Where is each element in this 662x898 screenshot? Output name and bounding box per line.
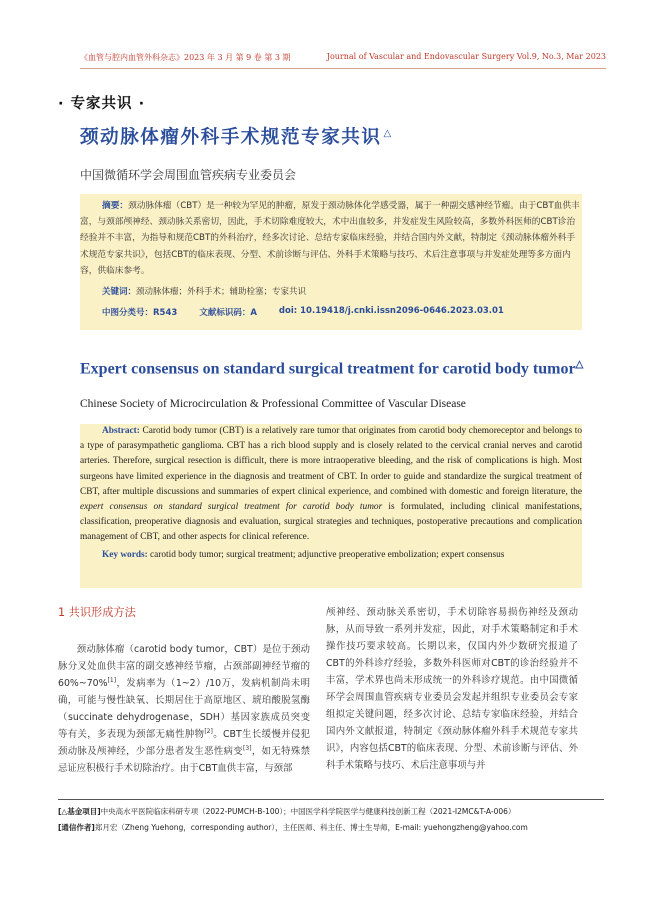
chinese-abstract-text: 颈动脉体瘤（CBT）是一种较为罕见的肿瘤，原发于颈动脉体化学感受器，属于一种副交感神经节瘤。由于CBT血供丰富，与颈部颅神经、颈动脉关系密切，因此，手术切除难度较大，术中出血较多，并发症发生风险较高，多数外科医师的CBT诊治经验并不丰富，为指导和规范CBT的外科治疗，经多次讨论、总结专家临床经验，并结合国内外文献，特制定《颈动脉体瘤外科手术规范专家共识》，包括CBT的临床表现、分型、术前诊断与评估、外科手术策略与技巧、术后注意事项与并发症处理等多方面内容，供临床参考。 [80,201,580,276]
footnote-divider [58,799,604,800]
doi: doi: 10.19418/j.cnki.issn2096-0646.2023.03.01 [278,306,504,317]
chinese-title-mark: △ [383,127,393,139]
chinese-abstract-box [80,194,582,330]
running-head-left: 《血管与腔内血管外科杂志》2023 年 3 月 第 9 卷 第 3 期 [80,53,291,62]
chinese-organization: 中国微循环学会周围血管疾病专业委员会 [80,168,297,182]
body-column-left [58,604,310,777]
fund-footnote: [△基金项目]中央高水平医院临床科研专项（2022-PUMCH-B-100）；中国医学科学院医学与健康科技创新工程（2021-I2MC&T-A-006） [58,807,516,816]
author-footnote: [通信作者]郑月宏（Zheng Yuehong，corresponding author），主任医师、科主任、博士生导师，E-mail: yuehongzheng@yahoo.com [58,823,528,832]
english-title-mark: △ [575,359,584,370]
chinese-title-text: 颈动脉体瘤外科手术规范专家共识 [80,127,382,148]
english-organization: Chinese Society of Microcirculation & Professional Committee of Vascular Disease [80,398,466,410]
body-column-right [326,604,578,774]
running-head-right: Journal of Vascular and Endovascular Surgery Vol.9, No.3, Mar 2023 [326,52,606,61]
body-paragraph-right: 颅神经、颈动脉关系密切，手术切除容易损伤神经及颈动脉，从而导致一系列并发症，因此，对手术策略制定和手术操作技巧要求较高。长期以来，仅国内外少数研究报道了CBT的外科诊疗经验，多数外科医师对CBT的诊治经验并不丰富，学术界也尚未形成统一的外科诊疗规范。由中国微循环学会周围血管疾病专业委员会发起并组织专业委员会专家组拟定关键问题，经多次讨论、总结专家临床经验，并结合国内外文献报道，特制定《颈动脉体瘤外科手术规范专家共识》，内容包括CBT的临床表现、分型、术前诊断与评估、外科手术策略与技巧、术后注意事项与并 [326,607,578,771]
english-keywords-label: Key words: [102,549,148,560]
chinese-keywords-label: 关键词： [102,287,137,298]
body-paragraph-left: 颈动脉体瘤（carotid body tumor，CBT）是位于颈动脉分叉处血供丰富的副交感神经节瘤，占颈部副神经节瘤的60%~70%[1]，发病率为（1~2）/10万，发病机制尚未明确，可能与慢性缺氧、长期居住于高原地区、琥珀酸脱氢酶（succinate dehydrogenase，SDH）基因家族成员突变等有关，多表现为颈部无痛性肿物[2]。CBT生长缓慢并侵犯颈动脉及颅神经，少部分患者发生恶性病变[3]，如无特殊禁忌证应积极行手术切除治疗。由于CBT血供丰富，与颈部 [58,644,310,774]
section-heading: 1 共识形成方法 [58,606,136,619]
section-label: · 专家共识 · [58,96,146,112]
english-abstract-text-1: Carotid body tumor (CBT) is a relatively rare tumor that originates from carotid body chemoreceptor and belongs to a type of parasympathetic ganglioma. CBT has a rich blood supply and is closely related to the cervical cranial nerves and carotid arteries. Therefore, surgical resection is difficult, there is more intraoperative bleeding, and the risk of complications is high. Most surgeons have limited experience in the diagnosis and treatment of CBT. In order to guide and standardize the surgical treatment of CBT, after multiple discussions and summaries of expert clinical experience, and combined with domestic and foreign literature, the [80,426,582,497]
english-keywords [80,550,582,560]
english-abstract-box [80,424,582,588]
footnotes [58,804,604,836]
reference-3[interactable]: [3] [243,744,252,752]
english-abstract [80,424,582,546]
classification-line [80,306,580,318]
reference-2[interactable]: [2] [204,727,213,735]
chinese-title [80,123,393,149]
english-abstract-label: Abstract: [102,426,140,436]
document-code: 文献标识码：A [199,308,257,319]
chinese-abstract-label: 摘要： [102,201,129,211]
chinese-keywords [80,285,580,297]
chinese-keywords-text: 颈动脉体瘤；外科手术；辅助栓塞；专家共识 [136,287,307,298]
clc-number: 中图分类号：R543 [102,308,178,319]
header-divider [80,68,606,69]
english-keywords-text: carotid body tumor; surgical treatment; adjunctive preoperative embolization; expert consensus [150,549,505,560]
english-title [80,359,583,378]
running-head [80,52,606,66]
reference-1[interactable]: [1] [107,676,117,684]
english-abstract-italic: expert consensus on standard surgical treatment for carotid body tumor [80,502,383,513]
chinese-abstract [80,198,580,279]
english-title-text: Expert consensus on standard surgical treatment for carotid body tumor [80,360,576,378]
english-abstract-text-2: is formulated, including clinical manifestations, classification, preoperative diagnosis and evaluation, surgical strategies and techniques, postoperative precautions and complication management of CBT, and other aspects for clinical reference. [80,502,582,543]
